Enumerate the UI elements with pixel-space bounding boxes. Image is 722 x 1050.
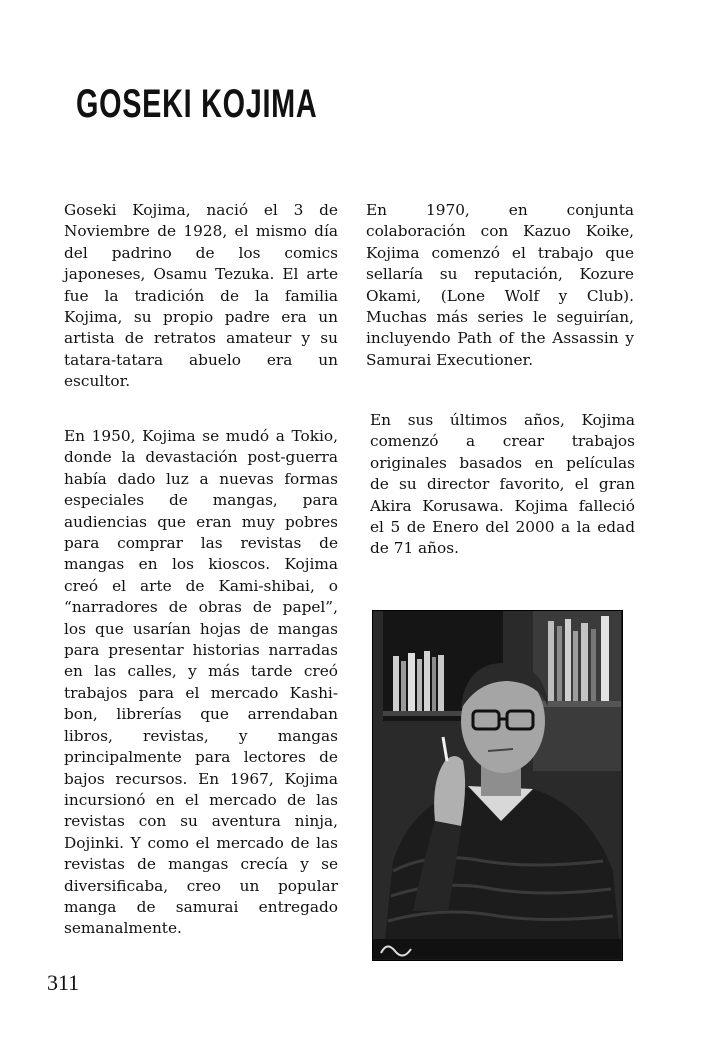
portrait-photo — [372, 610, 623, 961]
page-title: GOSEKI KOJIMA — [76, 82, 318, 126]
paragraph-tokyo-career: En 1950, Kojima se mudó a Tokio, donde la devastación post-guerra había dado luz a nuevas formas especiales de mangas, para audiencias que eran muy pobres para comprar las revistas de mangas en los kioscos. Kojima creó el arte de Kami-shibai, o “narradores de obras de papel”, los que usarían hojas de mangas para presentar historias narradas en las calles, y más tarde creó trabajos para el mercado Kashi-bon, librerías que arrendaban libros, revistas, y mangas principalmente para lectores de bajos recursos. En 1967, Kojima incursionó en el mercado de las revistas con su aventura ninja, Dojinki. Y como el mercado de las revistas de mangas crecía y se diversificaba, creo un popular manga de samurai entregado semanalmente. — [64, 427, 338, 938]
paragraph-early-life: Goseki Kojima, nació el 3 de Noviembre de 1928, el mismo día del padrino de los comics japoneses, Osamu Tezuka. El arte fue la tradición de la familia Kojima, su propio padre era un artista de retratos amateur y su tatara-tatara abuelo era un escultor. — [64, 201, 338, 391]
paragraph-lone-wolf: En 1970, en conjunta colaboración con Kazuo Koike, Kojima comenzó el trabajo que sellaría su reputación, Kozure Okami, (Lone Wolf y Club). Muchas más series le seguirían, incluyendo Path of the Assassin y Samurai Executioner. — [366, 201, 634, 369]
paragraph-later-years: En sus últimos años, Kojima comenzó a crear trabajos originales basados en películas de su director favorito, el gran Akira Korusawa. Kojima falleció el 5 de Enero del 2000 a la edad de 71 años. — [370, 411, 635, 558]
page-number: 311 — [47, 970, 80, 995]
